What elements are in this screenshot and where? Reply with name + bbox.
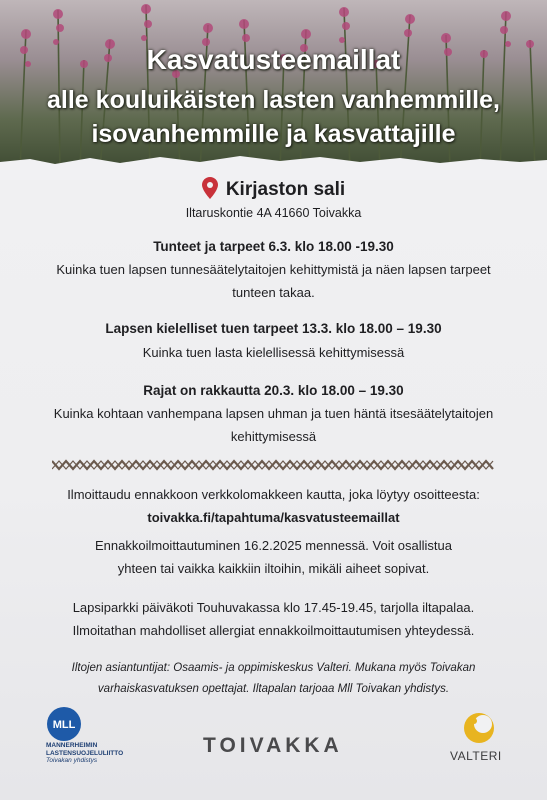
childcare-line2: Ilmoitathan mahdolliset allergiat ennakkoilmoittautumisen yhteydessä. — [72, 623, 475, 638]
event-3-title: Rajat on rakkautta 20.3. klo 18.00 – 19.30 — [143, 383, 404, 398]
poster-subtitle-line2: isovanhemmille ja kasvattajille — [91, 120, 456, 148]
event-2-title: Lapsen kielelliset tuen tarpeet 13.3. klo 18.00 – 19.30 — [105, 321, 442, 336]
poster-title: Kasvatusteemaillat — [146, 44, 401, 75]
mll-logo — [46, 706, 82, 742]
valteri-logo-icon — [462, 710, 496, 746]
zigzag-divider — [52, 458, 495, 472]
registration-intro: Ilmoittaudu ennakkoon verkkolomakkeen kautta, joka löytyy osoitteesta: — [67, 487, 480, 502]
deadline-line1: Ennakkoilmoittautuminen 16.2.2025 mennessä. Voit osallistua — [95, 538, 452, 553]
mll-mark: MLL — [52, 719, 76, 731]
torn-paper-edge — [0, 150, 547, 180]
map-pin-icon — [202, 177, 218, 205]
credits-line2: varhaiskasvatuksen opettajat. Iltapalan tarjoaa Mll Toivakan yhdistys. — [97, 683, 450, 695]
event-1-title: Tunteet ja tarpeet 6.3. klo 18.00 -19.30 — [153, 239, 394, 254]
mll-organisation-text: MANNERHEIMIN LASTENSUOJELULIITTO Toivakan yhdistys — [46, 742, 124, 764]
event-3-description: Kuinka kohtaan vanhempana lapsen uhman ja tuen häntä itsesäätelytaitojen kehittymisessä — [53, 406, 494, 444]
event-1-description: Kuinka tuen lapsen tunnesäätelytaitojen kehittymistä ja näen lapsen tarpeet tunteen takaa. — [56, 262, 491, 300]
credits-line1: Iltojen asiantuntijat: Osaamis- ja oppimiskeskus Valteri. Mukana myös Toivakan — [71, 662, 476, 674]
childcare-line1: Lapsiparkki päiväkoti Touhuvakassa klo 17.45-19.45, tarjolla iltapalaa. — [72, 600, 475, 615]
poster-subtitle-line1: alle kouluikäisten lasten vanhemmille, — [47, 86, 500, 114]
deadline-line2: yhteen tai vaikka kaikkiin iltoihin, mikäli aiheet sopivat. — [117, 561, 430, 576]
event-2-description: Kuinka tuen lasta kielellisessä kehittymisessä — [142, 345, 405, 360]
location-address: Iltaruskontie 4A 41660 Toivakka — [185, 206, 362, 220]
valteri-label: VALTERI — [450, 749, 502, 763]
registration-url[interactable]: toivakka.fi/tapahtuma/kasvatusteemaillat — [147, 510, 400, 525]
location-name: Kirjaston sali — [225, 179, 346, 200]
hero-banner — [0, 0, 547, 170]
location-title — [0, 177, 547, 205]
toivakka-logo: TOIVAKKA — [203, 734, 343, 757]
